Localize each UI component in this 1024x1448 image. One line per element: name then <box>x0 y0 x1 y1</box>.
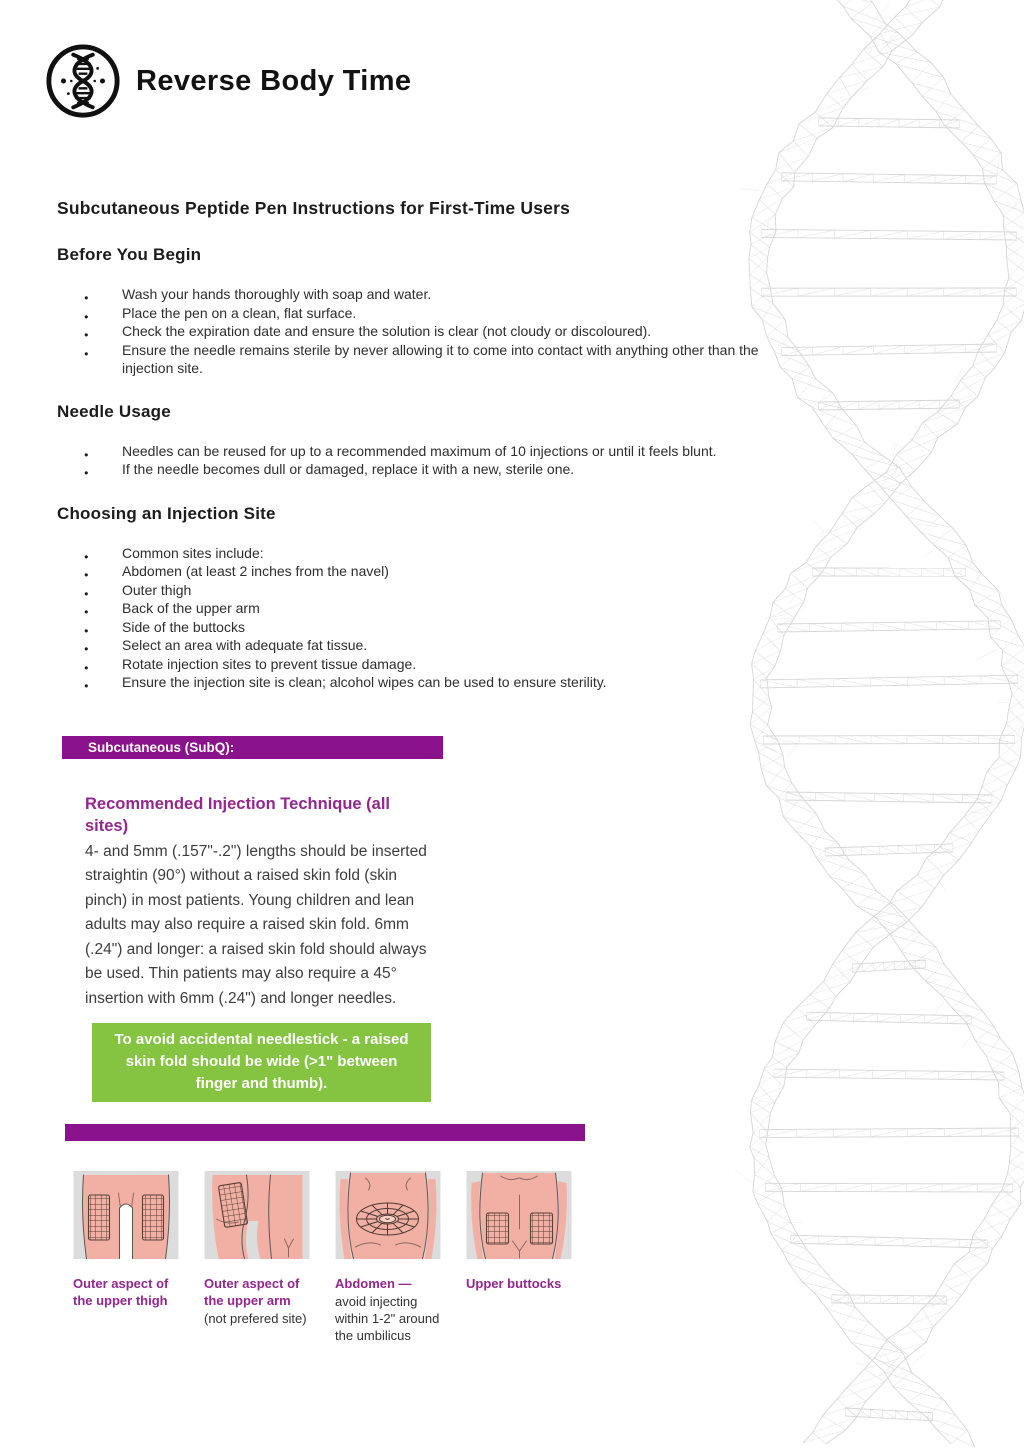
warning-text-line: To avoid accidental needlestick - a raised <box>114 1031 409 1048</box>
technique-text-line: 4- and 5mm (.157"-.2") lengths should be inserted <box>85 842 427 860</box>
injection-site-figures <box>73 1171 805 1344</box>
dna-helix-icon <box>44 42 122 120</box>
section-heading-before-you-begin: Before You Begin <box>57 245 202 264</box>
figure-title: Abdomen — <box>335 1276 412 1291</box>
bullet-item: ● Select an area with adequate fat tissue. <box>57 636 805 655</box>
technique-text-line: adults may also require a raised skin fold. 6mm <box>85 916 409 933</box>
bullet-item: ● Needles can be reused for up to a recommended maximum of 10 injections or until it feels blunt. <box>57 442 805 461</box>
section-heading-choosing-site: Choosing an Injection Site <box>57 503 276 523</box>
figure-note: (not prefered site) <box>204 1311 307 1326</box>
bullet-item: ● If the needle becomes dull or damaged, replace it with a new, sterile one. <box>57 460 805 479</box>
figure-title: Upper buttocks <box>466 1276 562 1291</box>
figure-upper-arm <box>204 1171 310 1344</box>
bullet-item: ● Back of the upper arm <box>57 599 805 618</box>
bullet-item: ● Ensure the needle remains sterile by never allowing it to come into contact with anything other than the injection site. <box>57 341 805 378</box>
bullet-item: ● Outer thigh <box>57 581 805 600</box>
bullet-item: ● Wash your hands thoroughly with soap and water. <box>57 285 805 304</box>
figure-abdomen <box>335 1171 441 1344</box>
before-you-begin-list <box>57 285 805 378</box>
bullet-item: ● Rotate injection sites to prevent tissue damage. <box>57 655 805 674</box>
document-body <box>57 198 805 1344</box>
subq-banner: Subcutaneous (SubQ): <box>62 736 443 759</box>
figure-title: Outer aspect of the upper thigh <box>73 1276 169 1308</box>
figure-caption <box>204 1275 310 1327</box>
brand-name: Reverse Body Time <box>136 64 412 97</box>
needlestick-warning-box <box>92 1023 431 1102</box>
figure-note: avoid injecting within 1-2" around the umbilicus <box>335 1294 440 1343</box>
technique-text-line: pinch) in most patients. Young children and lean <box>85 891 415 909</box>
warning-text-line: skin fold should be wide (>1" between <box>125 1053 398 1070</box>
bullet-item: ● Side of the buttocks <box>57 618 805 637</box>
figure-caption <box>335 1275 441 1344</box>
technique-text-line: (.24") and longer: a raised skin fold should always <box>85 940 427 958</box>
figure-outer-thigh <box>73 1171 179 1344</box>
needle-usage-list <box>57 442 805 479</box>
bullet-item: ● Check the expiration date and ensure the solution is clear (not cloudy or discoloured). <box>57 322 805 341</box>
figure-title: Outer aspect of the upper arm <box>204 1276 300 1308</box>
section-heading-needle-usage: Needle Usage <box>57 401 171 421</box>
upper-arm-illustration <box>204 1171 310 1259</box>
thigh-illustration <box>73 1171 179 1259</box>
buttocks-illustration <box>466 1171 572 1259</box>
technique-block <box>85 793 430 1012</box>
technique-heading: Recommended Injection Technique (all sites) <box>85 794 390 835</box>
figure-upper-buttocks <box>466 1171 572 1344</box>
technique-text-line: be used. Thin patients may also require a 45° <box>85 965 397 982</box>
bullet-item: ● Place the pen on a clean, flat surface. <box>57 304 805 323</box>
figure-caption <box>466 1275 572 1292</box>
bullet-item: ● Ensure the injection site is clean; alcohol wipes can be used to ensure sterility. <box>57 673 805 692</box>
brand-header <box>44 42 411 120</box>
bullet-item: ● Abdomen (at least 2 inches from the navel) <box>57 562 805 581</box>
abdomen-illustration <box>335 1171 441 1259</box>
warning-text-line: finger and thumb). <box>195 1075 328 1092</box>
purple-divider-bar <box>65 1124 585 1141</box>
page-title: Subcutaneous Peptide Pen Instructions for First-Time Users <box>57 198 571 218</box>
bullet-item: ● Common sites include: <box>57 544 805 563</box>
technique-text-line: straightin (90°) without a raised skin fold (skin <box>85 867 398 884</box>
technique-text-line: insertion with 6mm (.24") and longer needles. <box>85 989 397 1007</box>
figure-caption <box>73 1275 179 1309</box>
injection-site-list <box>57 544 805 692</box>
